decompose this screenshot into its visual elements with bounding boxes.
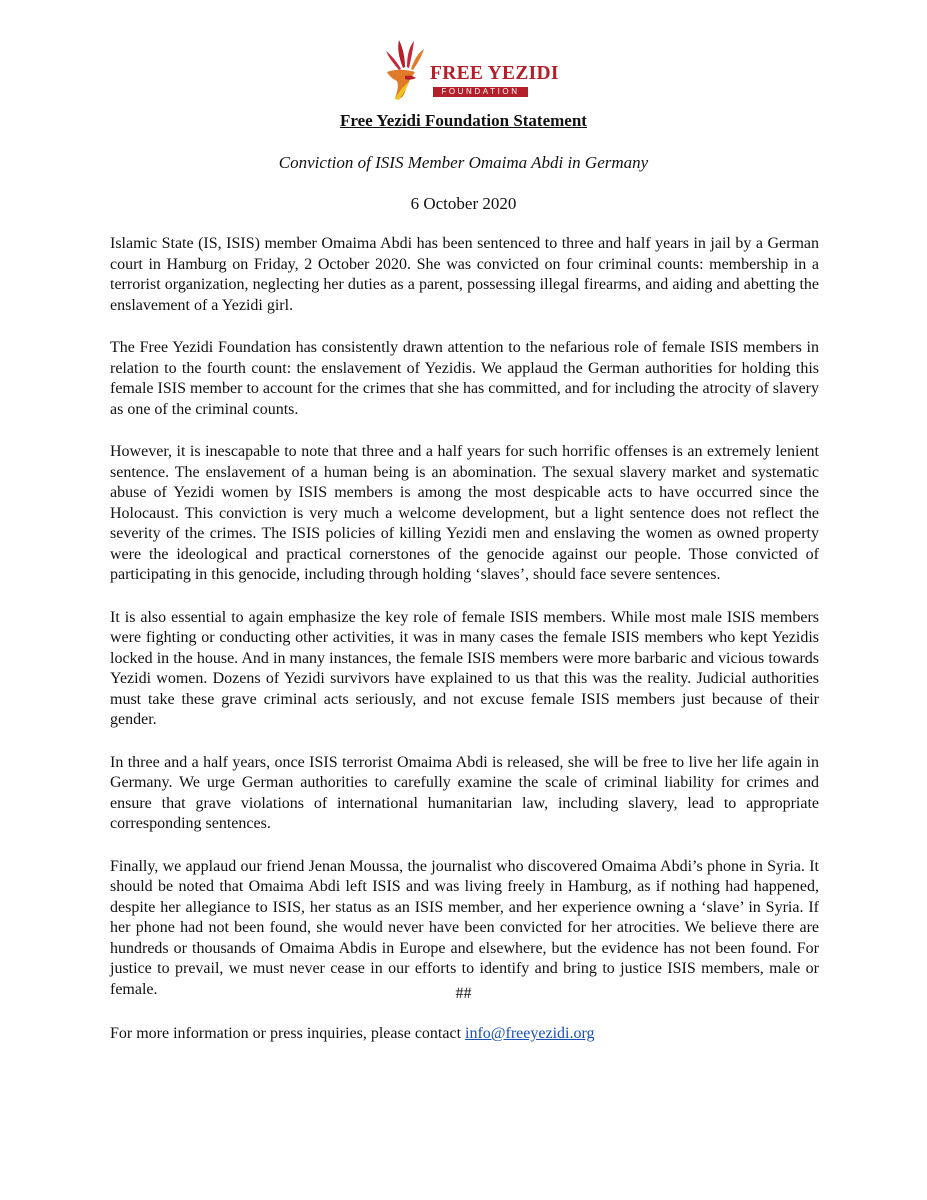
end-separator: ## [455,985,472,1002]
paragraph: However, it is inescapable to note that three and a half years for such horrific offenses is an extremely lenient sentence. The enslavement of a human being is an abomination. The sexual slavery market and systematic abuse of Yezidi women by ISIS members is among the most despicable acts to have occurred since the Holocaust. This conviction is very much a welcome development, but a light sentence does not reflect the severity of the crimes. The ISIS policies of killing Yezidi men and enslaving the women as owned property were the ideological and practical cornerstones of the genocide against our people. Those convicted of participating in this genocide, including through holding ‘slaves’, should face severe sentences. [110,443,819,583]
contact-email-link[interactable]: info@freeyezidi.org [465,1025,595,1042]
paragraph: The Free Yezidi Foundation has consistently drawn attention to the nefarious role of female ISIS members in relation to the fourth count: the enslavement of Yezidis. We applaud the German authorities for holding this female ISIS member to account for the crimes that she has committed, and for including the atrocity of slavery as one of the criminal counts. [110,339,819,418]
foundation-logo [381,36,559,102]
statement-subtitle: Conviction of ISIS Member Omaima Abdi in Germany [278,153,649,172]
paragraph: Finally, we applaud our friend Jenan Moussa, the journalist who discovered Omaima Abdi’s phone in Syria. It should be noted that Omaima Abdi left ISIS and was living freely in Hamburg, as if nothing had happened, despite her allegiance to ISIS, her status as an ISIS member, and her experience owning a ‘slave’ in Syria. If her phone had not been found, she would never have been convicted for her atrocities. We believe there are hundreds or thousands of Omaima Abdis in Europe and elsewhere, but the evidence has not been found. For justice to prevail, we must never cease in our efforts to identify and bring to justice ISIS members, male or female. [110,857,819,998]
statement-heading: Free Yezidi Foundation Statement [340,111,587,130]
paragraph: It is also essential to again emphasize the key role of female ISIS members. While most male ISIS members were fighting or conducting other activities, it was in many cases the female ISIS members who kept Yezidis locked in the house. And in many instances, the female ISIS members were more barbaric and vicious towards Yezidi women. Dozens of Yezidi survivors have explained to us that this was the reality. Judicial authorities must take these grave criminal acts seriously, and not excuse female ISIS members just because of their gender. [110,608,819,728]
contact-line [110,1025,595,1043]
paragraph: Islamic State (IS, ISIS) member Omaima Abdi has been sentenced to three and half years in jail by a German court in Hamburg on Friday, 2 October 2020. She was convicted on four criminal counts: membership in a terrorist organization, neglecting her duties as a parent, possessing illegal firearms, and aiding and abetting the enslavement of a Yezidi girl. [110,235,819,314]
statement-date: 6 October 2020 [410,194,517,213]
statement-body [110,234,819,1022]
logo-subtitle-banner: FOUNDATION [433,87,528,97]
paragraph: In three and a half years, once ISIS terrorist Omaima Abdi is released, she will be free to live her life again in Germany. We urge German authorities to carefully examine the scale of criminal liability for crimes and ensure that grave violations of international humanitarian law, including slavery, lead to appropriate corresponding sentences. [110,753,819,832]
logo-wordmark: FREE YEZIDI [430,63,559,84]
contact-text: For more information or press inquiries, please contact [110,1025,466,1042]
